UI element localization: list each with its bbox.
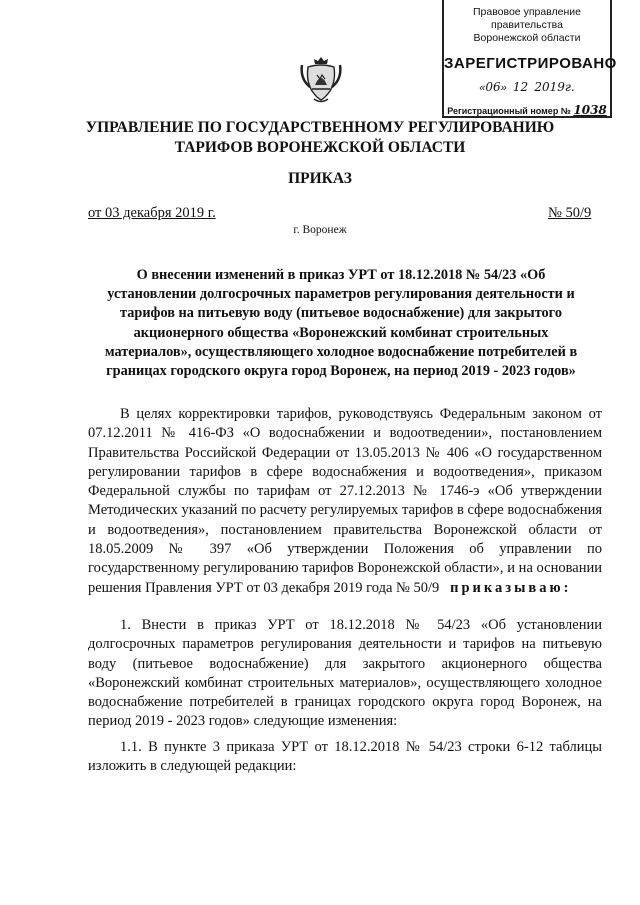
order-number: № 50/9 [548, 205, 592, 221]
agency-line1: УПРАВЛЕНИЕ ПО ГОСУДАРСТВЕННОМУ РЕГУЛИРОВАНИЮ [85, 119, 555, 136]
item-1-paragraph: 1. Внести в приказ УРТ от 18.12.2018 № 54/23 «Об установлении долгосрочных параметров регулирования деятельности и тарифов на питьевую воду (питьевое водоснабжение) для закрытого акционерного общества «Воронежский комбинат строительных материалов», осуществляющего холодное водоснабжение потребителей в границах городского округа город Воронеж, на период 2019 - 2023 годов» следующие изменения: [88, 617, 602, 730]
stamp-month: 12 [512, 80, 529, 94]
stamp-day: 06 [485, 80, 501, 94]
order-word: приказываю: [450, 579, 572, 596]
stamp-org-line1: Правовое управление правительства [472, 6, 581, 31]
agency-name [0, 118, 640, 158]
preamble-text: В целях корректировки тарифов, руководствуясь Федеральным законом от 07.12.2011 № 416-ФЗ «О водоснабжении и водоотведении», постановлением Правительства Российской Федерации от 13.05.2013 № 406 «О государственном регулировании тарифов в сфере водоснабжения и водоотведения», приказом Федеральной службы по тарифам от 27.12.2013 № 1746-э «Об утверждении Методических указаний по расчету регулируемых тарифов в сфере водоснабжения и водоотведения», постановлением правительства Воронежской области от 18.05.2009 № 397 «Об утверждении Положения об управлении по государственному регулированию тарифов Воронежской области», и на основании решения Правления УРТ от 03 декабря 2019 года № 50/9 [88, 406, 602, 596]
city: г. Воронеж [293, 224, 347, 236]
stamp-registered: ЗАРЕГИСТРИРОВАНО [444, 55, 617, 72]
item-1-1-paragraph: 1.1. В пункте 3 приказа УРТ от 18.12.2018 № 54/23 строки 6-12 таблицы изложить в следующей редакции: [88, 739, 602, 775]
document-type: ПРИКАЗ [288, 170, 352, 187]
agency-line2: ТАРИФОВ ВОРОНЕЖСКОЙ ОБЛАСТИ [174, 139, 466, 156]
preamble-paragraph [88, 405, 602, 598]
registration-stamp [442, 0, 617, 118]
stamp-org [444, 6, 610, 45]
stamp-org-line2: Воронежской области [473, 32, 581, 44]
stamp-reg-number [444, 103, 610, 117]
stamp-reg-number-value: 1038 [573, 103, 607, 117]
stamp-date: «06» 12 2019г. [479, 80, 575, 94]
coat-of-arms-icon [300, 55, 342, 105]
order-date: от 03 декабря 2019 г. [88, 205, 216, 221]
order-subject: О внесении изменений в приказ УРТ от 18.12.2018 № 54/23 «Об установлении долгосрочных параметров регулирования деятельности и тарифов на питьевую воду (питьевое водоснабжение) для закрытого акционерного общества «Воронежский комбинат строительных материалов», осуществляющего холодное водоснабжение потребителей в границах городского округа город Воронеж, на период 2019 - 2023 годов» [104, 267, 578, 380]
stamp-reg-number-label: Регистрационный номер № [447, 106, 571, 116]
stamp-year: 2019г. [534, 80, 575, 94]
